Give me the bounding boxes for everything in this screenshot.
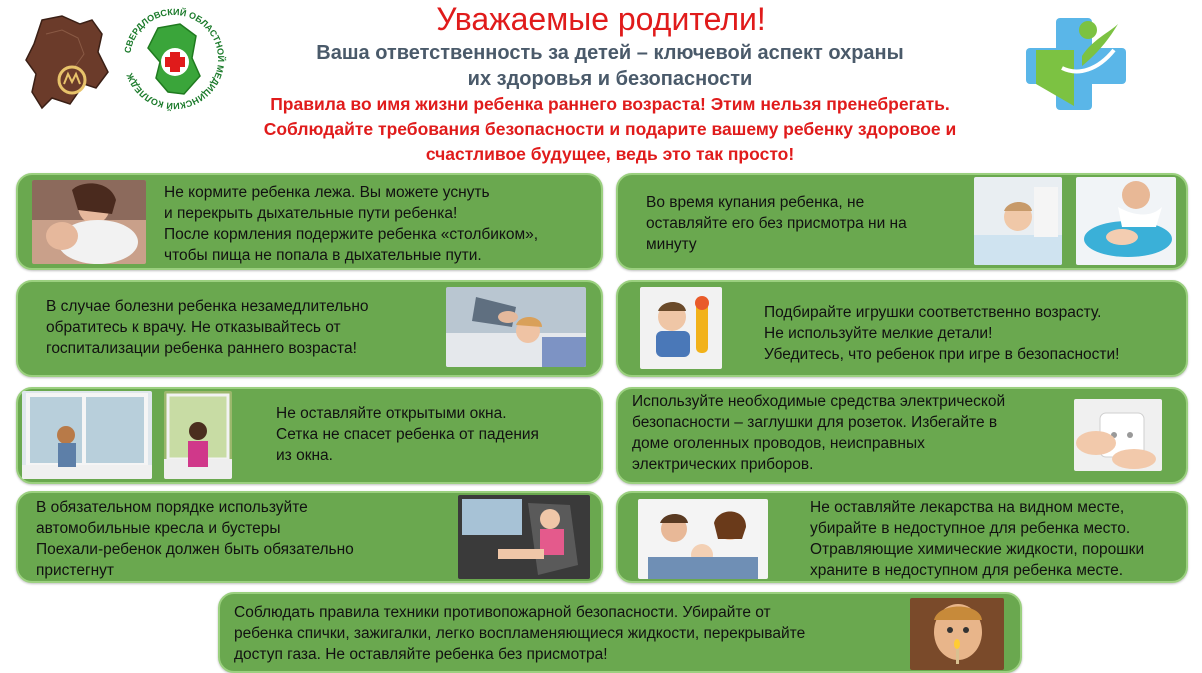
photo-sick-child-doctor xyxy=(446,287,586,367)
card-bathing xyxy=(616,173,1188,270)
photo-mother-feeding xyxy=(32,180,146,264)
card-text xyxy=(276,403,596,466)
card-line: безопасности – заглушки для розеток. Избегайте в xyxy=(632,414,998,431)
photo-baby-bath xyxy=(974,177,1062,265)
card-line: Не используйте мелкие детали! xyxy=(764,325,993,342)
card-line: Используйте необходимые средства электрической xyxy=(632,393,1006,410)
card-carseat xyxy=(16,491,603,583)
card-text xyxy=(164,182,596,266)
page-subtitle xyxy=(250,40,970,92)
card-line: из окна. xyxy=(276,447,333,464)
card-fire xyxy=(218,592,1022,673)
card-line: Не оставляйте открытыми окна. xyxy=(276,405,507,422)
card-toys xyxy=(616,280,1188,377)
card-text xyxy=(234,602,894,665)
card-line: госпитализации ребенка раннего возраста! xyxy=(46,340,357,357)
card-line: храните в недоступном для ребенка месте. xyxy=(810,562,1124,579)
college-ring-text: СВЕРДЛОВСКИЙ ОБЛАСТНОЙ МЕДИЦИНСКИЙ КОЛЛЕДЖ xyxy=(122,6,227,112)
card-line: автомобильные кресла и бустеры xyxy=(36,520,281,537)
card-line: электрических приборов. xyxy=(632,456,814,473)
card-line: После кормления подержите ребенка «столбиком», xyxy=(164,226,539,243)
photo-child-with-match xyxy=(910,598,1004,670)
rules-line: счастливое будущее, ведь это так просто! xyxy=(425,144,795,164)
card-text xyxy=(810,497,1180,581)
photo-child-with-toy xyxy=(640,287,722,369)
card-line: и перекрыть дыхательные пути ребенка! xyxy=(164,205,458,222)
photo-child-at-window xyxy=(22,391,152,479)
card-line: оставляйте его без присмотра ни на xyxy=(646,215,907,232)
card-feeding xyxy=(16,173,603,270)
card-line: В случае болезни ребенка незамедлительно xyxy=(46,298,369,315)
card-line: чтобы пища не попала в дыхательные пути. xyxy=(164,247,482,264)
region-map-emblem xyxy=(22,14,110,110)
card-illness xyxy=(16,280,603,377)
photo-outlet-safety xyxy=(1074,399,1162,471)
card-line: убирайте в недоступное для ребенка место. xyxy=(810,520,1131,537)
card-text xyxy=(764,302,1184,365)
rules-statement xyxy=(190,92,1030,167)
card-text xyxy=(646,192,966,255)
card-line: Поехали-ребенок должен быть обязательно xyxy=(36,541,354,558)
card-line: доме оголенных проводов, неисправных xyxy=(632,435,925,452)
photo-child-car-seat xyxy=(458,495,590,579)
card-line: Соблюдать правила техники противопожарной безопасности. Убирайте от xyxy=(234,604,771,621)
card-line: Отравляющие химические жидкости, порошки xyxy=(810,541,1145,558)
card-line: В обязательном порядке используйте xyxy=(36,499,308,516)
card-line: Подбирайте игрушки соответственно возрасту. xyxy=(764,304,1102,321)
rules-line: Правила во имя жизни ребенка раннего возраста! Этим нельзя пренебрегать. xyxy=(270,94,950,114)
card-electric xyxy=(616,387,1188,484)
card-line: доступ газа. Не оставляйте ребенка без присмотра! xyxy=(234,646,608,663)
card-medicine xyxy=(616,491,1188,583)
card-line: обратитесь к врачу. Не отказывайтесь от xyxy=(46,319,341,336)
card-line: ребенка спички, зажигалки, легко воспламеняющиеся жидкости, перекрывайте xyxy=(234,625,806,642)
subtitle-line: Ваша ответственность за детей – ключевой аспект охраны xyxy=(316,42,904,64)
photo-baby-bath-tub xyxy=(1076,177,1176,265)
card-text xyxy=(632,391,1072,475)
rules-line: Соблюдайте требования безопасности и подарите вашему ребенку здоровое и xyxy=(263,119,957,139)
card-line: Не оставляйте лекарства на видном месте, xyxy=(810,499,1125,516)
subtitle-line: их здоровья и безопасности xyxy=(467,68,753,90)
medical-cross-logo xyxy=(1022,10,1132,116)
card-line: Сетка не спасет ребенка от падения xyxy=(276,426,539,443)
photo-family-with-baby xyxy=(638,499,768,579)
page-title: Уважаемые родители! xyxy=(436,1,766,37)
card-windows xyxy=(16,387,603,484)
card-line: Убедитесь, что ребенок при игре в безопасности! xyxy=(764,346,1120,363)
card-text xyxy=(36,497,456,581)
card-line: Во время купания ребенка, не xyxy=(646,194,865,211)
card-line: пристегнут xyxy=(36,562,115,579)
photo-girl-at-window xyxy=(164,391,232,479)
college-emblem xyxy=(118,6,230,112)
card-text xyxy=(46,296,446,359)
card-line: Не кормите ребенка лежа. Вы можете уснуть xyxy=(164,184,490,201)
card-line: минуту xyxy=(646,236,697,253)
